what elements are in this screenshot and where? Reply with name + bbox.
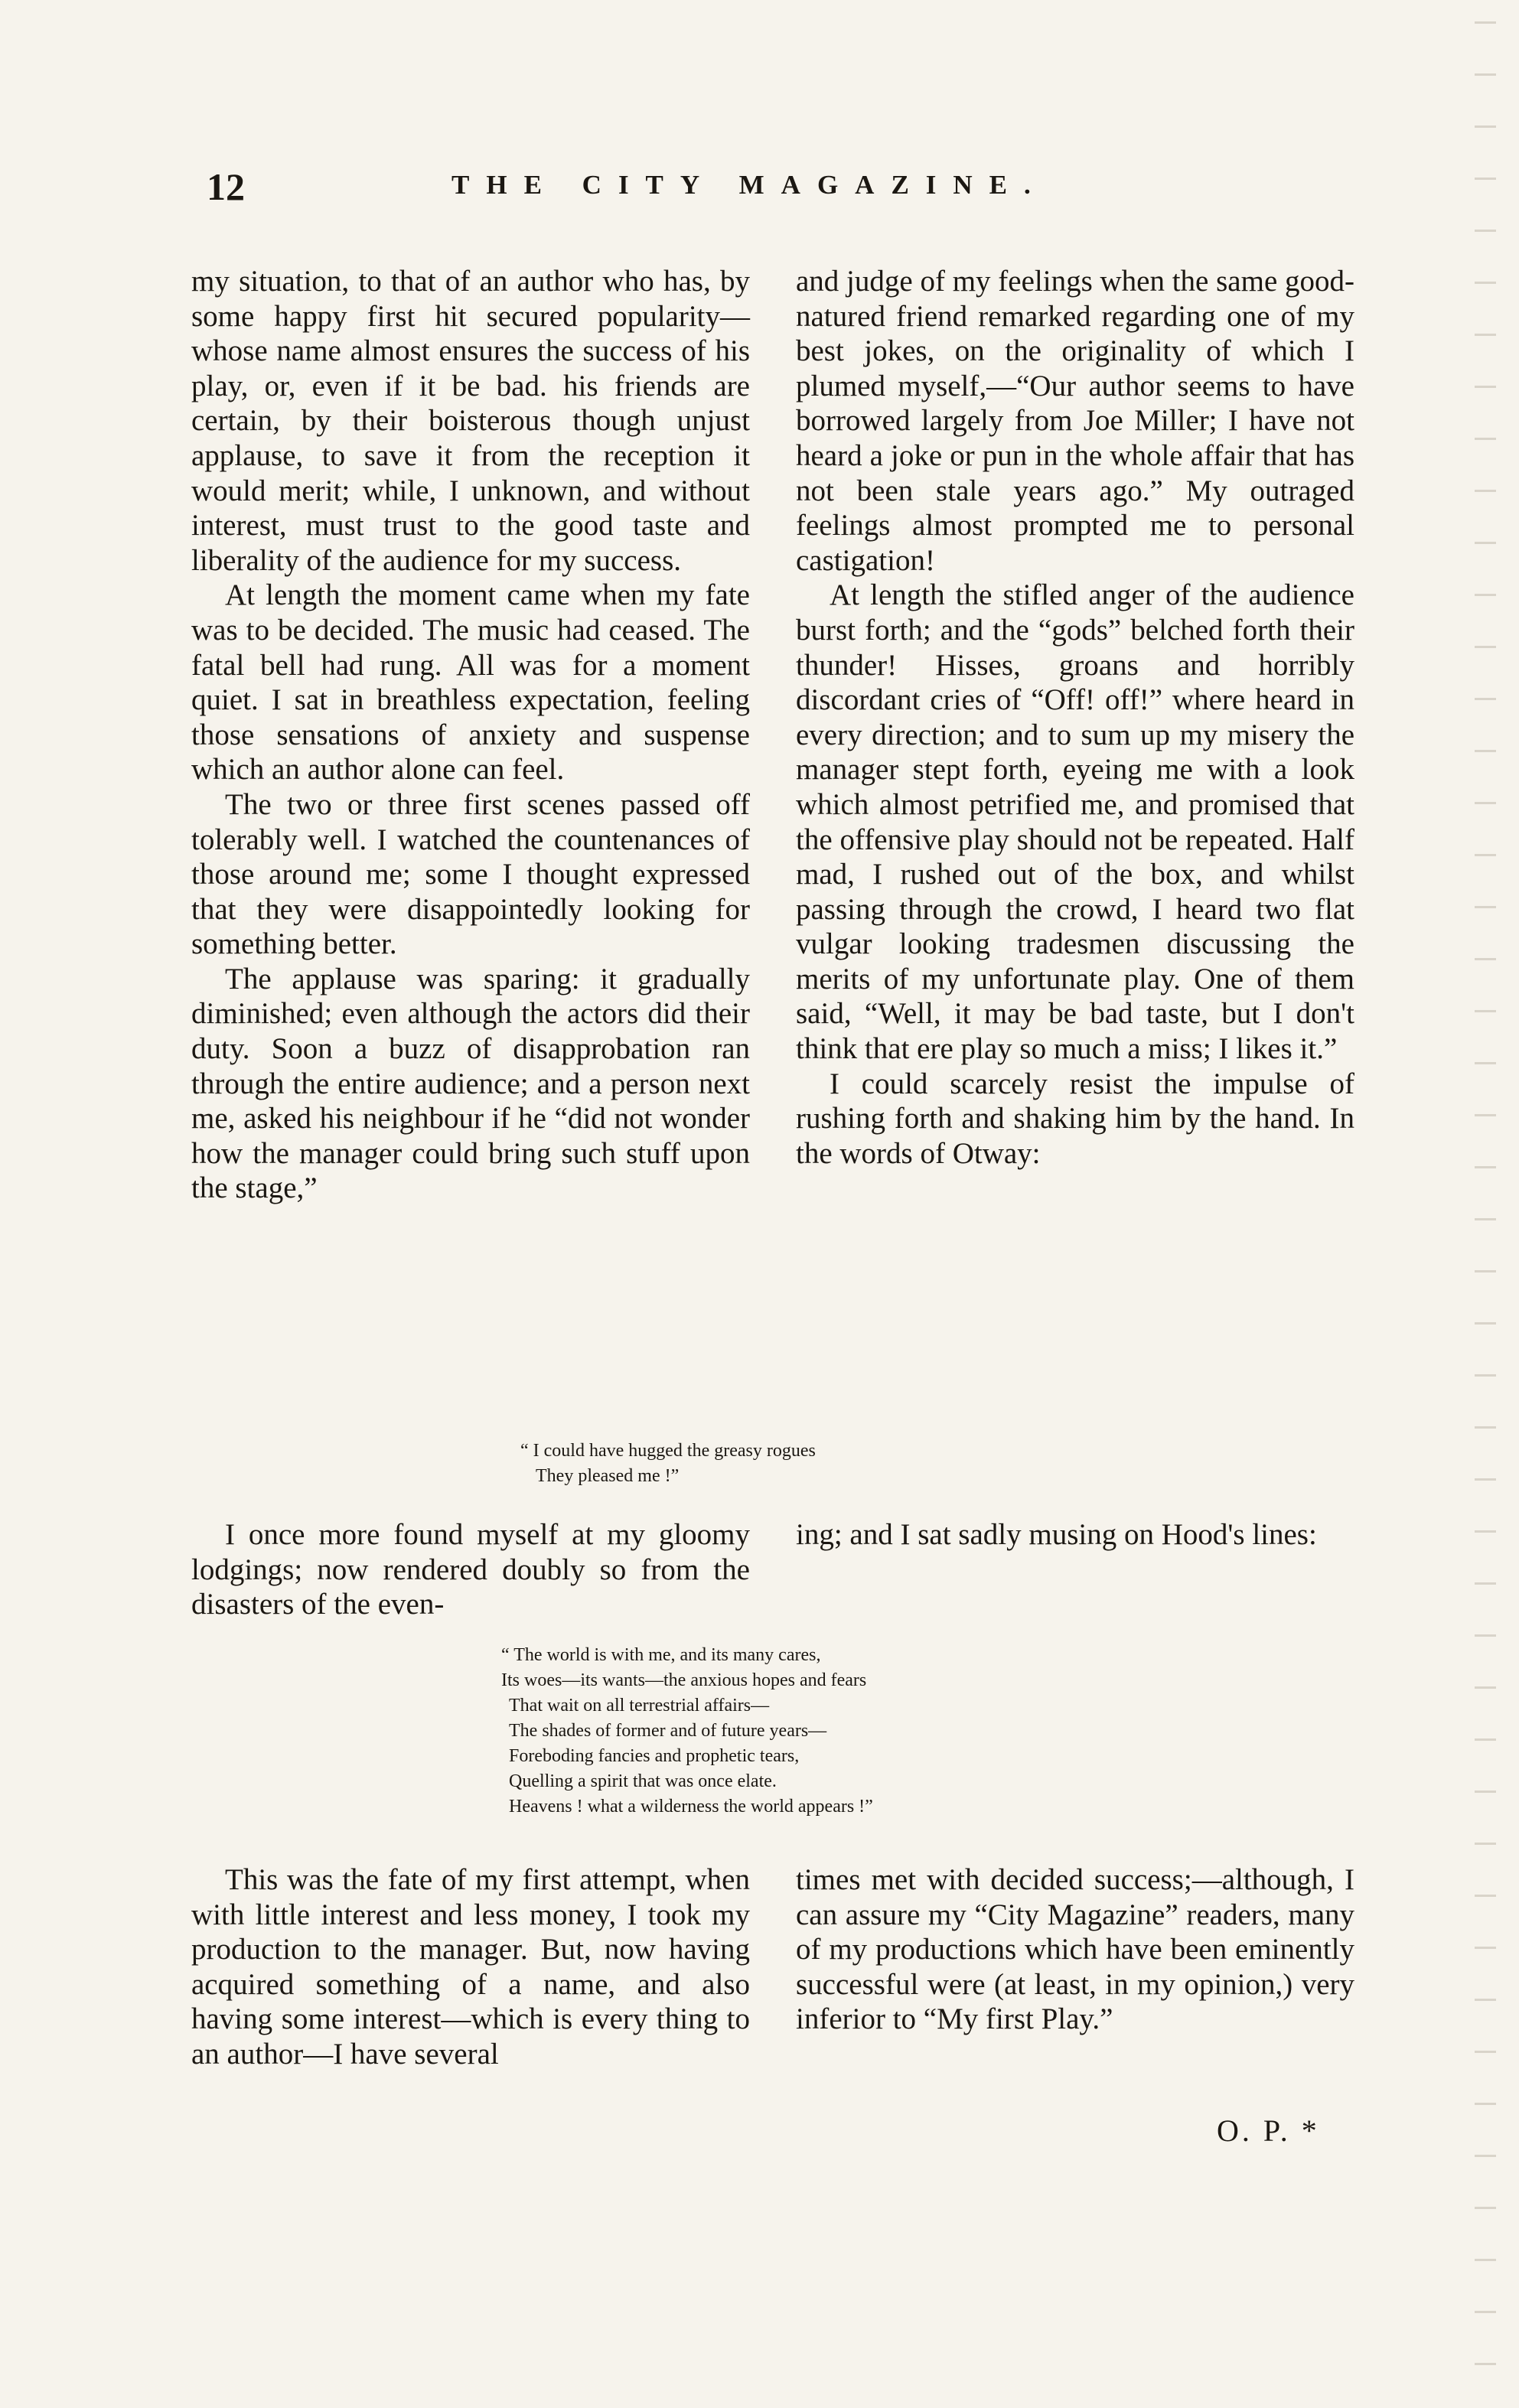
paragraph: times met with decided success;—although, I can assure my “City Magazine” readers, many of my productions which have been eminently successful were (at least, in my opinion,) very inferior to “My first Play.” bbox=[796, 1863, 1354, 2036]
paragraph: At length the stifled anger of the audience burst forth; and the “gods” belched forth their thunder! Hisses, groans and horribly discordant cries of “Off! off!” where heard in every direction; and to sum up my misery the manager stept forth, eyeing me with a look which almost petrified me, and promised that the offensive play should not be repeated. Half mad, I rushed out of the box, and whilst passing through the crowd, I heard two flat vulgar looking tradesmen discussing the merits of my unfortunate play. One of them said, “Well, it may be bad taste, but I don't think that ere play so much a miss; I likes it.” bbox=[796, 578, 1354, 1066]
running-head: THE CITY MAGAZINE. bbox=[451, 170, 1048, 200]
paragraph: I could scarcely resist the impulse of rushing forth and shaking him by the hand. In the words of Otway: bbox=[796, 1067, 1354, 1170]
quote-line: “ I could have hugged the greasy rogues bbox=[520, 1441, 816, 1461]
quote-line: They pleased me !” bbox=[536, 1466, 680, 1486]
paragraph: ing; and I sat sadly musing on Hood's lines: bbox=[796, 1518, 1317, 1551]
quote-line: “ The world is with me, and its many cares, bbox=[501, 1645, 821, 1665]
quote-line: The shades of former and of future years— bbox=[509, 1721, 827, 1741]
paragraph: I once more found myself at my gloomy lodgings; now rendered doubly so from the disasters of the even- bbox=[191, 1518, 750, 1621]
paragraph: The applause was sparing: it gradually diminished; even although the actors did their duty. Soon a buzz of disapprobation ran through the entire audience; and a person next me, asked his neighbour if he “did not wonder how the manager could bring such stuff upon the stage,” bbox=[191, 962, 750, 1205]
paragraph: my situation, to that of an author who has, by some happy first hit secured popularity—whose name almost ensures the success of his play, or, even if it be bad. his friends are certain, by their boisterous though unjust applause, to save it from the reception it would merit; while, I unknown, and without interest, must trust to the good taste and liberality of the audience for my success. bbox=[191, 265, 750, 577]
quote-line: That wait on all terrestrial affairs— bbox=[509, 1696, 770, 1716]
column-left-section-3 bbox=[191, 1862, 750, 2072]
paragraph: This was the fate of my first attempt, when with little interest and less money, I took my production to the manager. But, now having acquired something of a name, and also having some interest—which is every thing to an author—I have several bbox=[191, 1863, 750, 2071]
otway-quotation bbox=[520, 1439, 816, 1489]
column-right-section-3 bbox=[796, 1862, 1354, 2037]
quote-line: Quelling a spirit that was once elate. bbox=[509, 1771, 777, 1791]
paragraph: At length the moment came when my fate was to be decided. The music had ceased. The fatal bell had rung. All was for a moment quiet. I sat in breathless expectation, feeling those sensations of anxiety and suspense which an author alone can feel. bbox=[191, 578, 750, 787]
paragraph: and judge of my feelings when the same good-natured friend remarked regarding one of my best jokes, on the originality of which I plumed myself,—“Our author seems to have borrowed largely from Joe Miller; I have not heard a joke or pun in the whole affair that has not been stale years ago.” My outraged feelings almost prompted me to personal castigation! bbox=[796, 265, 1354, 577]
hood-quotation bbox=[501, 1643, 1113, 1820]
quote-line: Heavens ! what a wilderness the world appears !” bbox=[509, 1797, 873, 1817]
column-left-section-1 bbox=[191, 264, 750, 1206]
paragraph: The two or three first scenes passed off tolerably well. I watched the countenances of those around me; some I thought expressed that they were disappointedly looking for something better. bbox=[191, 787, 750, 961]
quote-line: Its woes—its wants—the anxious hopes and fears bbox=[501, 1670, 867, 1690]
column-left-section-2 bbox=[191, 1517, 750, 1622]
column-right-section-1 bbox=[796, 264, 1354, 1171]
scan-margin-specks bbox=[1475, 0, 1496, 2408]
quote-line: Foreboding fancies and prophetic tears, bbox=[509, 1746, 800, 1766]
author-signature: O. P. * bbox=[1217, 2113, 1320, 2148]
page-number: 12 bbox=[207, 165, 245, 208]
column-right-section-2 bbox=[796, 1517, 1354, 1553]
